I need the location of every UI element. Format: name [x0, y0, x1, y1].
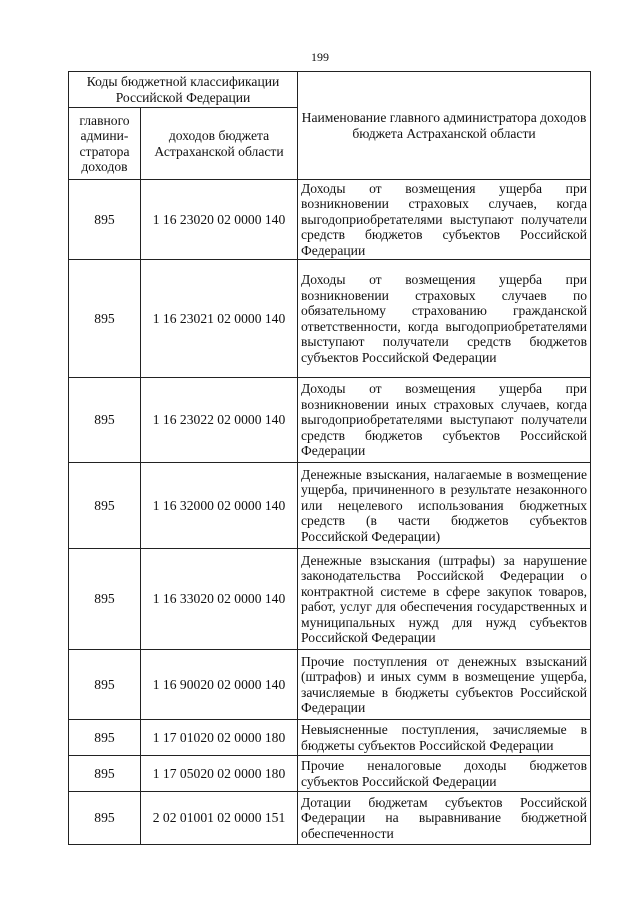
- table-row: [69, 792, 591, 845]
- income-code-cell: 1 17 01020 02 0000 180: [141, 720, 298, 756]
- income-name-cell: Денежные взыскания (штрафы) за нарушение законодательства Российской Федерации о контрактной системе в сфере закупок товаров, работ, услуг для обеспечения государственных и муниципальных нужд для нужд субъектов Российской Федерации: [298, 549, 591, 650]
- admin-code-cell: 895: [69, 180, 141, 260]
- income-code-cell: 1 16 90020 02 0000 140: [141, 650, 298, 720]
- table-row: [69, 720, 591, 756]
- admin-code-cell: 895: [69, 792, 141, 845]
- page-number: 199: [311, 50, 329, 64]
- income-name-cell: Доходы от возмещения ущерба при возникновении страховых случаев, когда выгодоприобретателями выступают получатели средств бюджетов субъектов Российской Федерации: [298, 180, 591, 260]
- table-row: [69, 378, 591, 463]
- income-code-cell: 1 16 23022 02 0000 140: [141, 378, 298, 463]
- admin-code-cell: 895: [69, 549, 141, 650]
- income-name-cell: Доходы от возмещения ущерба при возникновении страховых случаев по обязательному страхованию гражданской ответственности, когда выгодоприобретателями выступают получатели средств бюджетов субъектов Российской Федерации: [298, 260, 591, 378]
- table-row: [69, 756, 591, 792]
- income-code-cell: 1 16 33020 02 0000 140: [141, 549, 298, 650]
- table-row: [69, 650, 591, 720]
- income-name-cell: Прочие поступления от денежных взысканий (штрафов) и иных сумм в возмещение ущерба, зачисляемые в бюджеты субъектов Российской Федерации: [298, 650, 591, 720]
- admin-code-cell: 895: [69, 650, 141, 720]
- budget-classification-table: [68, 71, 591, 845]
- table-row: [69, 180, 591, 260]
- income-name-cell: Прочие неналоговые доходы бюджетов субъектов Российской Федерации: [298, 756, 591, 792]
- header-income-code: доходов бюджета Астраханской области: [141, 108, 298, 180]
- income-name-cell: Денежные взыскания, налагаемые в возмещение ущерба, причиненного в результате незаконного или нецелевого использования бюджетных средств (в части бюджетов субъектов Российской Федерации): [298, 463, 591, 549]
- table-row: [69, 463, 591, 549]
- table-row: [69, 260, 591, 378]
- header-group-codes: Коды бюджетной классификации Российской Федерации: [69, 72, 298, 108]
- header-administrator-name: Наименование главного администратора доходов бюджета Астраханской области: [298, 72, 591, 180]
- table-body: [69, 180, 591, 845]
- admin-code-cell: 895: [69, 463, 141, 549]
- table-row: [69, 549, 591, 650]
- admin-code-cell: 895: [69, 756, 141, 792]
- income-code-cell: 1 16 23020 02 0000 140: [141, 180, 298, 260]
- income-code-cell: 1 16 32000 02 0000 140: [141, 463, 298, 549]
- income-name-cell: Невыясненные поступления, зачисляемые в бюджеты субъектов Российской Федерации: [298, 720, 591, 756]
- admin-code-cell: 895: [69, 260, 141, 378]
- income-code-cell: 1 16 23021 02 0000 140: [141, 260, 298, 378]
- income-code-cell: 2 02 01001 02 0000 151: [141, 792, 298, 845]
- admin-code-cell: 895: [69, 720, 141, 756]
- admin-code-cell: 895: [69, 378, 141, 463]
- header-main-administrator: главного админи-стратора доходов: [69, 108, 141, 180]
- income-code-cell: 1 17 05020 02 0000 180: [141, 756, 298, 792]
- income-name-cell: Доходы от возмещения ущерба при возникновении иных страховых случаев, когда выгодоприобретателями выступают получатели средств бюджетов субъектов Российской Федерации: [298, 378, 591, 463]
- income-name-cell: Дотации бюджетам субъектов Российской Федерации на выравнивание бюджетной обеспеченности: [298, 792, 591, 845]
